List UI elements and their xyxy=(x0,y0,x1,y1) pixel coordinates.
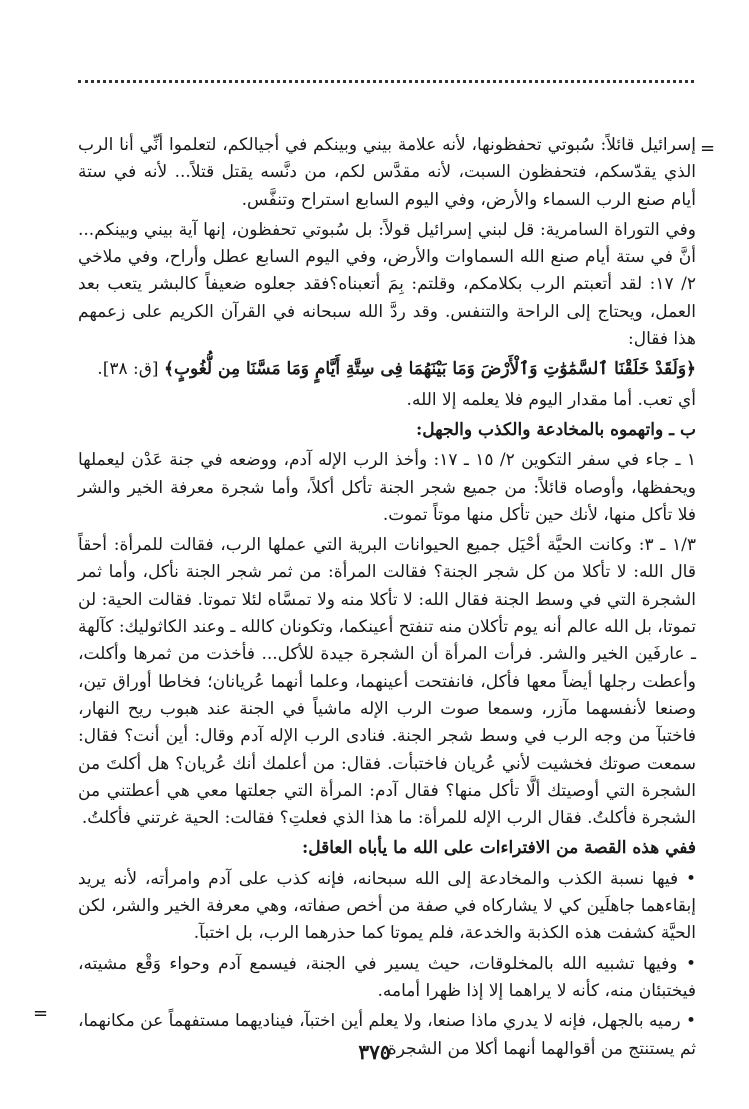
page-number: ٣٧٥ xyxy=(358,1040,391,1064)
quran-reference: [ق: ٣٨]. xyxy=(97,359,159,380)
bullet-lying: • فيها نسبة الكذب والمخادعة إلى الله سبحانه، فإنه كذب على آدم وامرأته، لأنه يريد إبقاءهما جاهلَين كي لا يشاركاه في صفة من أخص صفاته، وهي معرفة الخير والشر، لكن الحيَّة كشفت هذه الكذبة والخدعة، فلم يموتا كما حذرهما الرب، بل اختبآ. xyxy=(78,868,696,944)
paragraph-sabbath-quote: إسرائيل قائلاً: سُبوتي تحفظونها، لأنه علامة بيني وبينكم في أجيالكم، لتعلموا أنِّي أنا الرب الذي يقدّسكم، فتحفظون السبت، لأنه مقدَّس لكم، من دنَّسه يقتل قتلاً... لأنه في ستة أيام صنع الرب السماء والأرض، وفي اليوم السابع استراح وتنفَّس. xyxy=(78,135,696,210)
paragraph-tiredness-note: أي تعب. أما مقدار اليوم فلا يعلمه إلا الله. xyxy=(406,389,696,410)
page-body xyxy=(78,132,696,1066)
paragraph-genesis-2: ١ ـ جاء في سفر التكوين ٢/ ١٥ ـ ١٧: وأخذ الرب الإله آدم، ووضعه في جنة عَدْن ليعملها ويحفظها، وأوصاه قائلاً: من جميع شجر الجنة تأكل أكلاً، وأما شجرة معرفة الخير والشر فلا تأكل منها، لأنك حين تأكل منها موتاً تموت. xyxy=(78,450,696,525)
bullet-ignorance: • رميه بالجهل، فإنه لا يدري ماذا صنعا، ولا يعلم أين اختبآ، فيناديهما مستفهماً عن مكانهما، ثم يستنتج من أقوالهما أنهما أكلا من الشجرة. xyxy=(78,1011,696,1059)
paragraph-genesis-3: ١/٣ ـ ٣: وكانت الحيَّة أحْيَل جميع الحيوانات البرية التي عملها الرب، فقالت للمرأة: أحقاً قال الله: لا تأكلا من كل شجر الجنة؟ فقالت المرأة: من ثمر شجر الجنة نأكل، وأما ثمر الشجرة التي في وسط الجنة فقال الله: لا تأكلا منه ولا تمسَّاه لئلا تموتا. فقالت الحية: لن تموتا، بل الله عالم أنه يوم تأكلان منه تنفتح أعينكما، وتكونان كالله ـ وعند الكاثوليك: كآلهة ـ عارفَين الخير والشر. فرأت المرأة أن الشجرة جيدة للأكل... فأخذت من ثمرها وأكلت، وأعطت رجلها أيضاً معها فأكل، فانفتحت أعينهما، وعلما أنهما عُريانان؛ فخاطا أوراق تين، وصنعا لأنفسهما مآزر، وسمعا صوت الرب الإله ماشياً في الجنة عند هبوب ريح النهار، فاختبآ من وجه الرب في وسط شجر الجنة. فنادى الرب الإله آدم وقال: أين أنت؟ فقال: سمعت صوتك فخشيت لأني عُريان فاختبأت. فقال: من أعلمك أنك عُريان؟ هل أكلتَ من الشجرة التي أوصيتك ألَّا تأكل منها؟ فقال آدم: المرأة التي جعلتها معي هي أعطتني من الشجرة فأكلتُ. فقال الرب الإله للمرأة: ما هذا الذي فعلتِ؟ فقالت: الحية غرتني فأكلتُ. xyxy=(78,535,696,829)
header-dotted-rule xyxy=(78,80,694,83)
continuation-mark-top: = xyxy=(700,138,716,159)
quran-line xyxy=(78,356,696,383)
section-heading-deception: ب ـ واتهموه بالمخادعة والكذب والجهل: xyxy=(416,419,696,440)
paragraph-samaritan-torah: وفي التوراة السامرية: قل لبني إسرائيل قولاً: بل سُبوتي تحفظون، إنها آية بيني وبينكم... أنَّ في ستة أيام صنع الله السماوات والأرض، وفي اليوم السابع عطل وأراح، وفي ملاخي ٢/ ١٧: لقد أتعبتم الرب بكلامكم، وقلتم: بِمَ أتعبناه؟فقد جعلوه ضعيفاً كالبشر يتعب بعد العمل، ويحتاج إلى الراحة والتنفس. وقد ردَّ الله سبحانه في القرآن الكريم على زعمهم هذا فقال: xyxy=(78,219,696,350)
continuation-mark-bottom: = xyxy=(33,1003,49,1024)
quran-verse: ﴿وَلَقَدْ خَلَقْنَا ٱلسَّمَٰوَٰتِ وَٱلْأَرْضَ وَمَا بَيْنَهُمَا فِى سِتَّةِ أَيَّامٍ وَمَا مَسَّنَا مِن لُّغُوبٍ﴾ xyxy=(163,359,696,380)
bullet-anthropomorphism: • وفيها تشبيه الله بالمخلوقات، حيث يسير في الجنة، فيسمع آدم وحواء وَقْع مشيته، فيختبئان منه، كأنه لا يراهما إلا إذا ظهرا أمامه. xyxy=(78,953,696,1001)
section-heading-fabrications: ففي هذه القصة من الافتراءات على الله ما يأباه العاقل: xyxy=(301,838,696,859)
